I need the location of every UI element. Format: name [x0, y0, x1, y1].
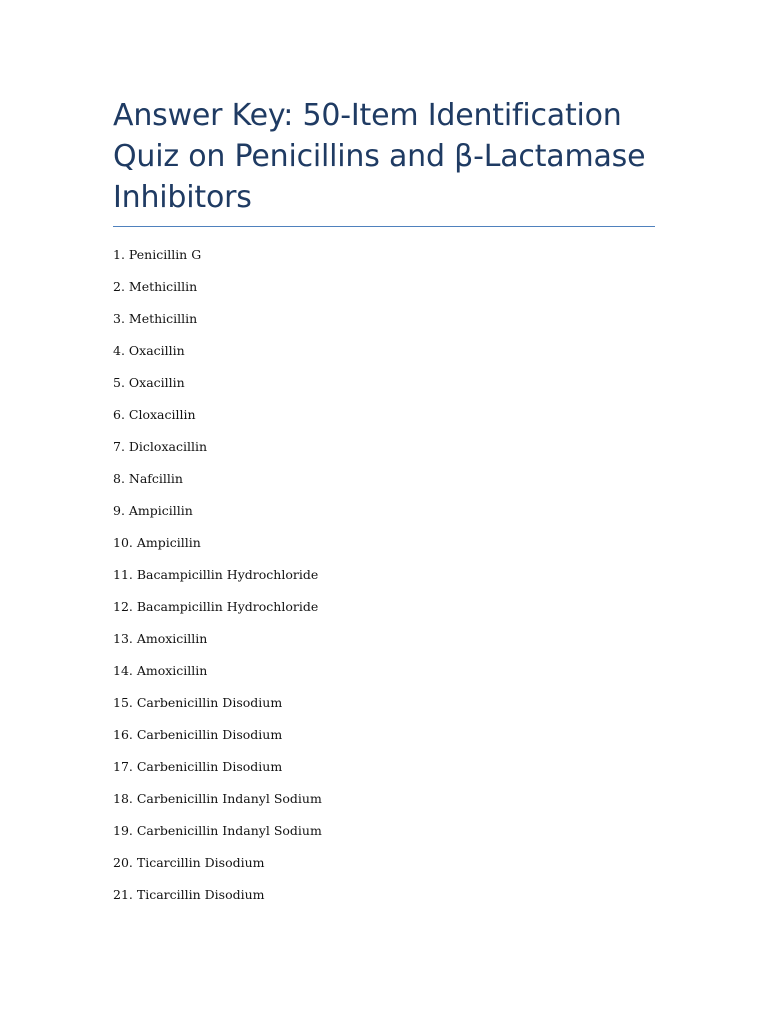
answer-item: 4. Oxacillin [113, 343, 185, 358]
answer-item: 7. Dicloxacillin [113, 439, 207, 454]
answer-item: 21. Ticarcillin Disodium [113, 887, 265, 902]
answer-item: 20. Ticarcillin Disodium [113, 855, 265, 870]
answer-item: 19. Carbenicillin Indanyl Sodium [113, 823, 322, 838]
title-divider [113, 226, 655, 227]
answer-item: 5. Oxacillin [113, 375, 185, 390]
answer-item: 14. Amoxicillin [113, 663, 208, 678]
answer-item: 11. Bacampicillin Hydrochloride [113, 567, 319, 582]
answer-item: 13. Amoxicillin [113, 631, 208, 646]
answer-item: 3. Methicillin [113, 311, 198, 326]
answer-item: 2. Methicillin [113, 279, 198, 294]
document-page [113, 95, 656, 919]
answer-item: 17. Carbenicillin Disodium [113, 759, 283, 774]
answer-item: 8. Nafcillin [113, 471, 183, 486]
answer-item: 9. Ampicillin [113, 503, 193, 518]
document-title: Answer Key: 50-Item Identification Quiz on Penicillins and β-Lactamase Inhibitors [113, 98, 646, 215]
answer-item: 6. Cloxacillin [113, 407, 196, 422]
answer-item: 18. Carbenicillin Indanyl Sodium [113, 791, 322, 806]
answer-item: 15. Carbenicillin Disodium [113, 695, 283, 710]
answer-item: 10. Ampicillin [113, 535, 201, 550]
answer-item: 16. Carbenicillin Disodium [113, 727, 283, 742]
answer-list [113, 247, 656, 919]
answer-item: 1. Penicillin G [113, 247, 202, 262]
answer-item: 12. Bacampicillin Hydrochloride [113, 599, 319, 614]
